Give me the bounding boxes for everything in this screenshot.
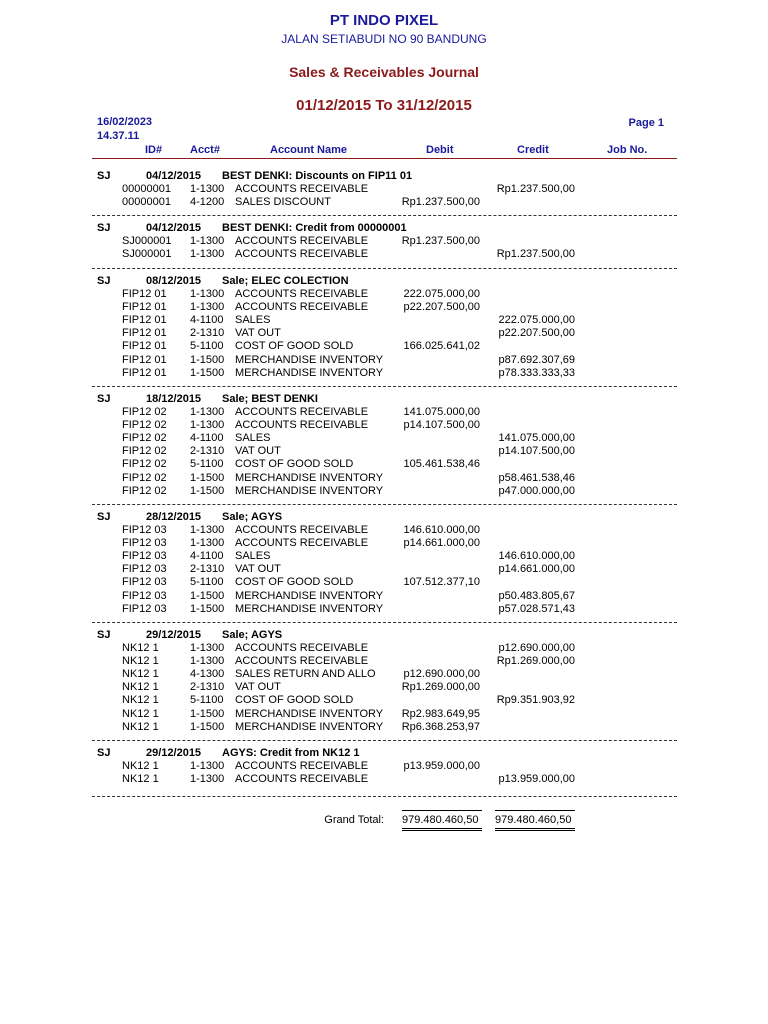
line-account-name: MERCHANDISE INVENTORY xyxy=(235,471,384,484)
entry-date: 28/12/2015 xyxy=(146,511,202,523)
line-id: NK12 1 xyxy=(122,707,159,720)
line-account-name: ACCOUNTS RECEIVABLE xyxy=(235,235,369,247)
line-account-number: 2-1310 xyxy=(190,681,225,694)
line-debit: 222.075.000,00 xyxy=(403,288,480,300)
line-id: NK12 1 xyxy=(122,694,159,707)
line-debit: p13.959.000,00 xyxy=(403,760,480,772)
entry-line xyxy=(0,314,768,327)
line-credit: p57.028.571,43 xyxy=(498,602,575,615)
line-account-number: 4-1100 xyxy=(190,314,224,327)
line-debit: Rp6.368.253,97 xyxy=(401,720,480,733)
entry-date: 04/12/2015 xyxy=(146,170,202,182)
line-debit: p14.107.500,00 xyxy=(403,419,480,432)
entry-line xyxy=(0,183,768,196)
line-debit: 107.512.377,10 xyxy=(403,576,480,589)
line-id: FIP12 01 xyxy=(122,340,167,353)
line-credit: 146.610.000,00 xyxy=(498,550,575,563)
line-credit: 222.075.000,00 xyxy=(498,314,575,327)
entry-line xyxy=(0,524,768,537)
line-account-number: 1-1300 xyxy=(190,248,225,261)
entry-memo: BEST DENKI: Credit from 00000001 xyxy=(222,222,407,234)
line-credit: Rp1.237.500,00 xyxy=(496,183,575,195)
line-account-number: 5-1100 xyxy=(190,340,224,353)
entry-line xyxy=(0,681,768,694)
line-account-name: COST OF GOOD SOLD xyxy=(235,694,354,707)
line-account-number: 4-1200 xyxy=(190,196,225,209)
entry-memo: BEST DENKI: Discounts on FIP11 01 xyxy=(222,170,413,182)
entry-source: SJ xyxy=(97,393,111,405)
line-account-name: ACCOUNTS RECEIVABLE xyxy=(235,760,369,772)
entry-separator xyxy=(92,504,677,505)
line-account-number: 1-1300 xyxy=(190,524,225,536)
entry-line xyxy=(0,537,768,550)
line-account-name: MERCHANDISE INVENTORY xyxy=(235,366,384,379)
entry-header xyxy=(0,511,768,524)
line-id: FIP12 01 xyxy=(122,288,167,300)
entry-memo: Sale; ELEC COLECTION xyxy=(222,275,349,287)
entry-line xyxy=(0,694,768,707)
line-account-name: VAT OUT xyxy=(235,681,281,694)
line-debit: 141.075.000,00 xyxy=(403,406,480,418)
entry-line xyxy=(0,354,768,367)
line-id: FIP12 03 xyxy=(122,550,167,563)
entry-header xyxy=(0,170,768,183)
line-id: NK12 1 xyxy=(122,668,159,681)
line-id: FIP12 02 xyxy=(122,484,167,497)
line-account-number: 4-1300 xyxy=(190,668,225,681)
line-credit: p87.692.307,69 xyxy=(498,353,575,366)
credit-total-double-rule xyxy=(495,828,575,831)
line-account-name: VAT OUT xyxy=(235,445,281,458)
print-date: 16/02/2023 xyxy=(97,116,153,128)
entry-source: SJ xyxy=(97,747,111,759)
line-debit: 146.610.000,00 xyxy=(403,524,480,536)
debit-total-double-rule xyxy=(402,828,482,831)
debit-total-rule xyxy=(402,810,482,811)
line-id: FIP12 01 xyxy=(122,314,167,327)
entry-memo: Sale; BEST DENKI xyxy=(222,393,318,405)
entry-line xyxy=(0,472,768,485)
entry-line xyxy=(0,432,768,445)
entry-date: 08/12/2015 xyxy=(146,275,202,287)
grand-total-debit: 979.480.460,50 xyxy=(402,814,479,826)
line-id: NK12 1 xyxy=(122,681,159,694)
line-id: FIP12 03 xyxy=(122,537,167,550)
entry-line xyxy=(0,668,768,681)
entry-header xyxy=(0,747,768,760)
line-account-name: MERCHANDISE INVENTORY xyxy=(235,353,384,366)
line-id: FIP12 02 xyxy=(122,432,167,445)
entry-memo: Sale; AGYS xyxy=(222,511,283,523)
report-title: Sales & Receivables Journal xyxy=(289,64,479,80)
line-credit: p47.000.000,00 xyxy=(498,484,575,497)
line-debit: Rp1.237.500,00 xyxy=(401,196,480,209)
line-account-number: 1-1300 xyxy=(190,288,225,300)
line-debit: Rp1.237.500,00 xyxy=(401,235,480,247)
line-id: SJ000001 xyxy=(122,248,172,261)
line-credit: p78.333.333,33 xyxy=(498,366,575,379)
line-account-number: 1-1500 xyxy=(190,589,225,602)
entry-date: 18/12/2015 xyxy=(146,393,202,405)
line-account-name: VAT OUT xyxy=(235,327,281,340)
line-account-number: 1-1500 xyxy=(190,353,225,366)
entry-line xyxy=(0,603,768,616)
line-debit: Rp1.269.000,00 xyxy=(401,681,480,694)
line-id: FIP12 02 xyxy=(122,445,167,458)
line-account-name: MERCHANDISE INVENTORY xyxy=(235,707,384,720)
entry-line xyxy=(0,445,768,458)
line-id: FIP12 03 xyxy=(122,589,167,602)
line-account-name: ACCOUNTS RECEIVABLE xyxy=(235,288,369,300)
line-account-name: ACCOUNTS RECEIVABLE xyxy=(235,301,369,314)
line-id: FIP12 03 xyxy=(122,563,167,576)
line-credit: p14.661.000,00 xyxy=(498,563,575,576)
company-address: JALAN SETIABUDI NO 90 BANDUNG xyxy=(281,32,487,46)
line-account-number: 1-1300 xyxy=(190,773,225,786)
entry-separator xyxy=(92,740,677,741)
grand-total-credit: 979.480.460,50 xyxy=(495,814,572,826)
line-debit: 105.461.538,46 xyxy=(403,458,480,471)
line-account-number: 1-1500 xyxy=(190,720,225,733)
line-account-name: ACCOUNTS RECEIVABLE xyxy=(235,248,369,261)
entry-source: SJ xyxy=(97,511,111,523)
line-id: NK12 1 xyxy=(122,642,159,654)
entry-line xyxy=(0,563,768,576)
entry-source: SJ xyxy=(97,629,111,641)
line-account-number: 4-1100 xyxy=(190,550,224,563)
page-number: Page 1 xyxy=(628,117,664,129)
entry-line xyxy=(0,235,768,248)
line-account-name: ACCOUNTS RECEIVABLE xyxy=(235,419,369,432)
line-credit: p22.207.500,00 xyxy=(498,327,575,340)
entry-line xyxy=(0,642,768,655)
entry-date: 29/12/2015 xyxy=(146,747,202,759)
grand-total-label: Grand Total: xyxy=(324,814,384,826)
entry-line xyxy=(0,458,768,471)
line-account-name: ACCOUNTS RECEIVABLE xyxy=(235,406,369,418)
line-account-name: MERCHANDISE INVENTORY xyxy=(235,720,384,733)
line-account-name: SALES xyxy=(235,550,271,563)
entry-separator xyxy=(92,386,677,387)
entry-header xyxy=(0,275,768,288)
line-credit: Rp9.351.903,92 xyxy=(496,694,575,707)
line-id: FIP12 03 xyxy=(122,524,167,536)
line-account-name: MERCHANDISE INVENTORY xyxy=(235,484,384,497)
entry-separator xyxy=(92,622,677,623)
line-account-number: 1-1500 xyxy=(190,471,225,484)
line-id: 00000001 xyxy=(122,196,171,209)
entry-line xyxy=(0,340,768,353)
line-account-name: SALES xyxy=(235,432,271,445)
line-account-number: 1-1300 xyxy=(190,406,225,418)
line-account-name: SALES RETURN AND ALLO xyxy=(235,668,376,681)
line-account-number: 1-1300 xyxy=(190,301,225,314)
entry-line xyxy=(0,773,768,786)
line-account-number: 1-1300 xyxy=(190,537,225,550)
line-account-number: 2-1310 xyxy=(190,327,225,340)
line-credit: Rp1.237.500,00 xyxy=(496,248,575,261)
line-id: FIP12 02 xyxy=(122,458,167,471)
line-account-name: SALES xyxy=(235,314,271,327)
line-account-number: 1-1500 xyxy=(190,602,225,615)
entry-line xyxy=(0,590,768,603)
entry-separator xyxy=(92,268,677,269)
line-account-number: 2-1310 xyxy=(190,563,225,576)
line-account-number: 1-1500 xyxy=(190,707,225,720)
line-account-name: MERCHANDISE INVENTORY xyxy=(235,602,384,615)
col-acct: Acct# xyxy=(190,144,220,156)
col-id: ID# xyxy=(145,144,163,156)
line-account-number: 1-1300 xyxy=(190,760,225,772)
entry-line xyxy=(0,248,768,261)
line-account-number: 5-1100 xyxy=(190,458,224,471)
entry-date: 04/12/2015 xyxy=(146,222,202,234)
line-account-name: ACCOUNTS RECEIVABLE xyxy=(235,655,369,668)
line-account-number: 1-1300 xyxy=(190,235,225,247)
line-account-number: 2-1310 xyxy=(190,445,225,458)
entry-line xyxy=(0,708,768,721)
entry-header xyxy=(0,629,768,642)
entry-line xyxy=(0,327,768,340)
line-id: FIP12 03 xyxy=(122,576,167,589)
line-debit: 166.025.641,02 xyxy=(403,340,480,353)
line-credit: Rp1.269.000,00 xyxy=(496,655,575,668)
line-account-name: COST OF GOOD SOLD xyxy=(235,458,354,471)
entry-source: SJ xyxy=(97,275,111,287)
line-id: FIP12 01 xyxy=(122,353,167,366)
line-id: 00000001 xyxy=(122,183,171,195)
line-debit: p14.661.000,00 xyxy=(403,537,480,550)
line-debit: Rp2.983.649,95 xyxy=(401,707,480,720)
line-id: FIP12 01 xyxy=(122,327,167,340)
line-account-name: ACCOUNTS RECEIVABLE xyxy=(235,642,369,654)
line-id: FIP12 02 xyxy=(122,471,167,484)
line-id: SJ000001 xyxy=(122,235,172,247)
line-account-number: 1-1500 xyxy=(190,484,225,497)
entry-line xyxy=(0,655,768,668)
entry-date: 29/12/2015 xyxy=(146,629,202,641)
line-account-name: ACCOUNTS RECEIVABLE xyxy=(235,183,369,195)
line-id: FIP12 01 xyxy=(122,366,167,379)
line-debit: p12.690.000,00 xyxy=(403,668,480,681)
line-account-name: ACCOUNTS RECEIVABLE xyxy=(235,524,369,536)
entry-line xyxy=(0,367,768,380)
entry-line xyxy=(0,406,768,419)
entry-line xyxy=(0,419,768,432)
entry-line xyxy=(0,301,768,314)
line-id: FIP12 03 xyxy=(122,602,167,615)
line-id: NK12 1 xyxy=(122,720,159,733)
col-credit: Credit xyxy=(517,144,549,156)
col-account-name: Account Name xyxy=(270,144,348,156)
entry-line xyxy=(0,485,768,498)
line-id: FIP12 02 xyxy=(122,419,167,432)
entry-source: SJ xyxy=(97,222,111,234)
entry-header xyxy=(0,393,768,406)
entry-source: SJ xyxy=(97,170,111,182)
line-debit: p22.207.500,00 xyxy=(403,301,480,314)
line-account-number: 4-1100 xyxy=(190,432,224,445)
line-account-number: 5-1100 xyxy=(190,576,224,589)
entry-header xyxy=(0,222,768,235)
line-credit: p12.690.000,00 xyxy=(498,642,575,654)
entry-line xyxy=(0,576,768,589)
line-account-number: 1-1300 xyxy=(190,655,225,668)
credit-total-rule xyxy=(495,810,575,811)
print-time: 14.37.11 xyxy=(97,130,140,142)
line-id: NK12 1 xyxy=(122,773,159,786)
line-credit: p50.483.805,67 xyxy=(498,589,575,602)
line-account-name: MERCHANDISE INVENTORY xyxy=(235,589,384,602)
entry-memo: AGYS: Credit from NK12 1 xyxy=(222,747,360,759)
entry-line xyxy=(0,760,768,773)
entry-separator xyxy=(92,215,677,216)
line-account-name: COST OF GOOD SOLD xyxy=(235,576,354,589)
line-account-name: ACCOUNTS RECEIVABLE xyxy=(235,537,369,550)
line-account-name: ACCOUNTS RECEIVABLE xyxy=(235,773,369,786)
line-account-name: COST OF GOOD SOLD xyxy=(235,340,354,353)
line-account-number: 1-1500 xyxy=(190,366,225,379)
line-account-name: VAT OUT xyxy=(235,563,281,576)
line-credit: 141.075.000,00 xyxy=(498,432,575,445)
line-account-number: 1-1300 xyxy=(190,642,225,654)
line-id: FIP12 02 xyxy=(122,406,167,418)
line-account-number: 1-1300 xyxy=(190,419,225,432)
line-account-number: 1-1300 xyxy=(190,183,225,195)
entry-line xyxy=(0,550,768,563)
line-credit: p13.959.000,00 xyxy=(498,773,575,786)
line-credit: p58.461.538,46 xyxy=(498,471,575,484)
line-credit: p14.107.500,00 xyxy=(498,445,575,458)
line-account-number: 5-1100 xyxy=(190,694,224,707)
report-period: 01/12/2015 To 31/12/2015 xyxy=(296,97,472,114)
line-id: NK12 1 xyxy=(122,655,159,668)
col-job: Job No. xyxy=(607,144,648,156)
line-account-name: SALES DISCOUNT xyxy=(235,196,331,209)
line-id: FIP12 01 xyxy=(122,301,167,314)
line-id: NK12 1 xyxy=(122,760,159,772)
entry-memo: Sale; AGYS xyxy=(222,629,283,641)
entry-line xyxy=(0,196,768,209)
entry-line xyxy=(0,288,768,301)
company-name: PT INDO PIXEL xyxy=(329,12,439,29)
entry-line xyxy=(0,721,768,734)
col-debit: Debit xyxy=(426,144,454,156)
entry-separator xyxy=(92,796,677,797)
